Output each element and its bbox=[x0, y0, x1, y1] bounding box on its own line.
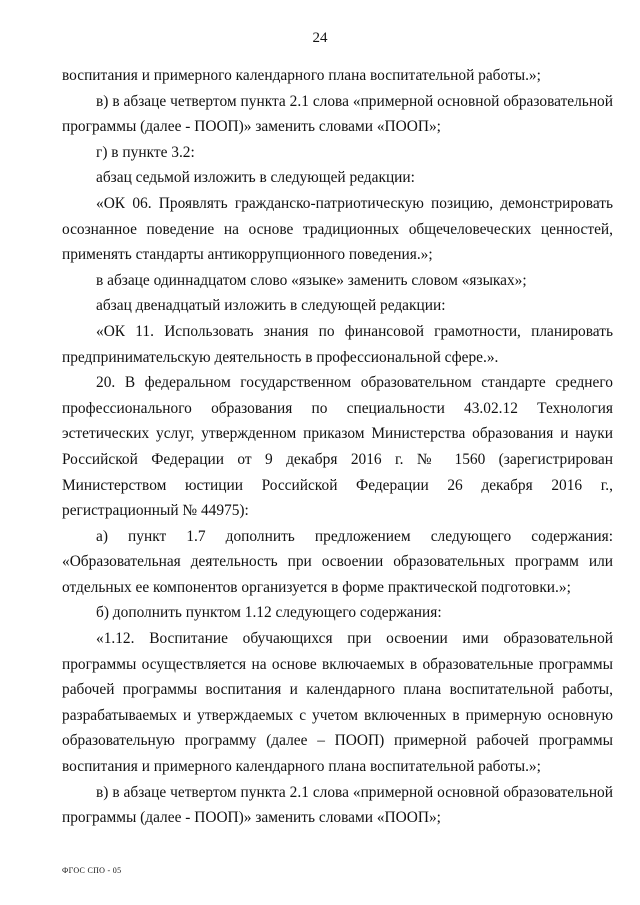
document-body bbox=[62, 63, 613, 831]
document-footer-code: ФГОС СПО - 05 bbox=[62, 866, 122, 875]
paragraph-ok-11: «ОК 11. Использовать знания по финансовой грамотности, планировать предпринимательскую деятельность в профессиональной сфере.». bbox=[62, 322, 613, 366]
paragraph-section-20: 20. В федеральном государственном образовательном стандарте среднего профессионального образования по специальности 43.02.12 Технология эстетических услуг, утвержденном приказом Министерства образования и науки Российской Федерации от 9 декабря 2016 г. № 1560 (зарегистрирован Министерством юстиции Российской Федерации 26 декабря 2016 г., регистрационный № 44975): bbox=[62, 374, 613, 520]
paragraph-item-b: б) дополнить пунктом 1.12 следующего содержания: bbox=[96, 604, 442, 622]
paragraph-ok-06: «ОК 06. Проявлять гражданско-патриотическую позицию, демонстрировать осознанное поведение на основе традиционных общечеловеческих ценностей, применять стандарты антикоррупционного поведения.»; bbox=[62, 194, 613, 264]
paragraph-continuation: воспитания и примерного календарного плана воспитательной работы.»; bbox=[62, 67, 541, 84]
paragraph-seventh-abzac: абзац седьмой изложить в следующей редакции: bbox=[96, 169, 415, 187]
paragraph-clause-1-12: «1.12. Воспитание обучающихся при освоении ими образовательной программы осуществляется на основе включаемых в образовательные программы рабочей программы воспитания и календарного плана воспитательной работы, разрабатываемых и утверждаемых с учетом включенных в примерную основную образовательную программу (далее – ПООП) примерной рабочей программы воспитания и примерного календарного плана воспитательной работы.»; bbox=[62, 630, 613, 776]
paragraph-item-g: г) в пункте 3.2: bbox=[96, 143, 195, 161]
paragraph-eleventh-abzac: в абзаце одиннадцатом слово «языке» заменить словом «языках»; bbox=[96, 271, 527, 289]
paragraph-twelfth-abzac: абзац двенадцатый изложить в следующей редакции: bbox=[96, 297, 446, 315]
paragraph-item-v-second: в) в абзаце четвертом пункта 2.1 слова «примерной основной образовательной программы (далее - ПООП)» заменить словами «ПООП»; bbox=[62, 783, 613, 827]
paragraph-item-a: а) пункт 1.7 дополнить предложением следующего содержания: «Образовательная деятельность при освоении образовательных программ или отдельных ее компонентов организуется в форме практической подготовки.»; bbox=[62, 527, 613, 596]
paragraph-item-v-first: в) в абзаце четвертом пункта 2.1 слова «примерной основной образовательной программы (далее - ПООП)» заменить словами «ПООП»; bbox=[62, 92, 613, 136]
page-number: 24 bbox=[312, 30, 328, 46]
